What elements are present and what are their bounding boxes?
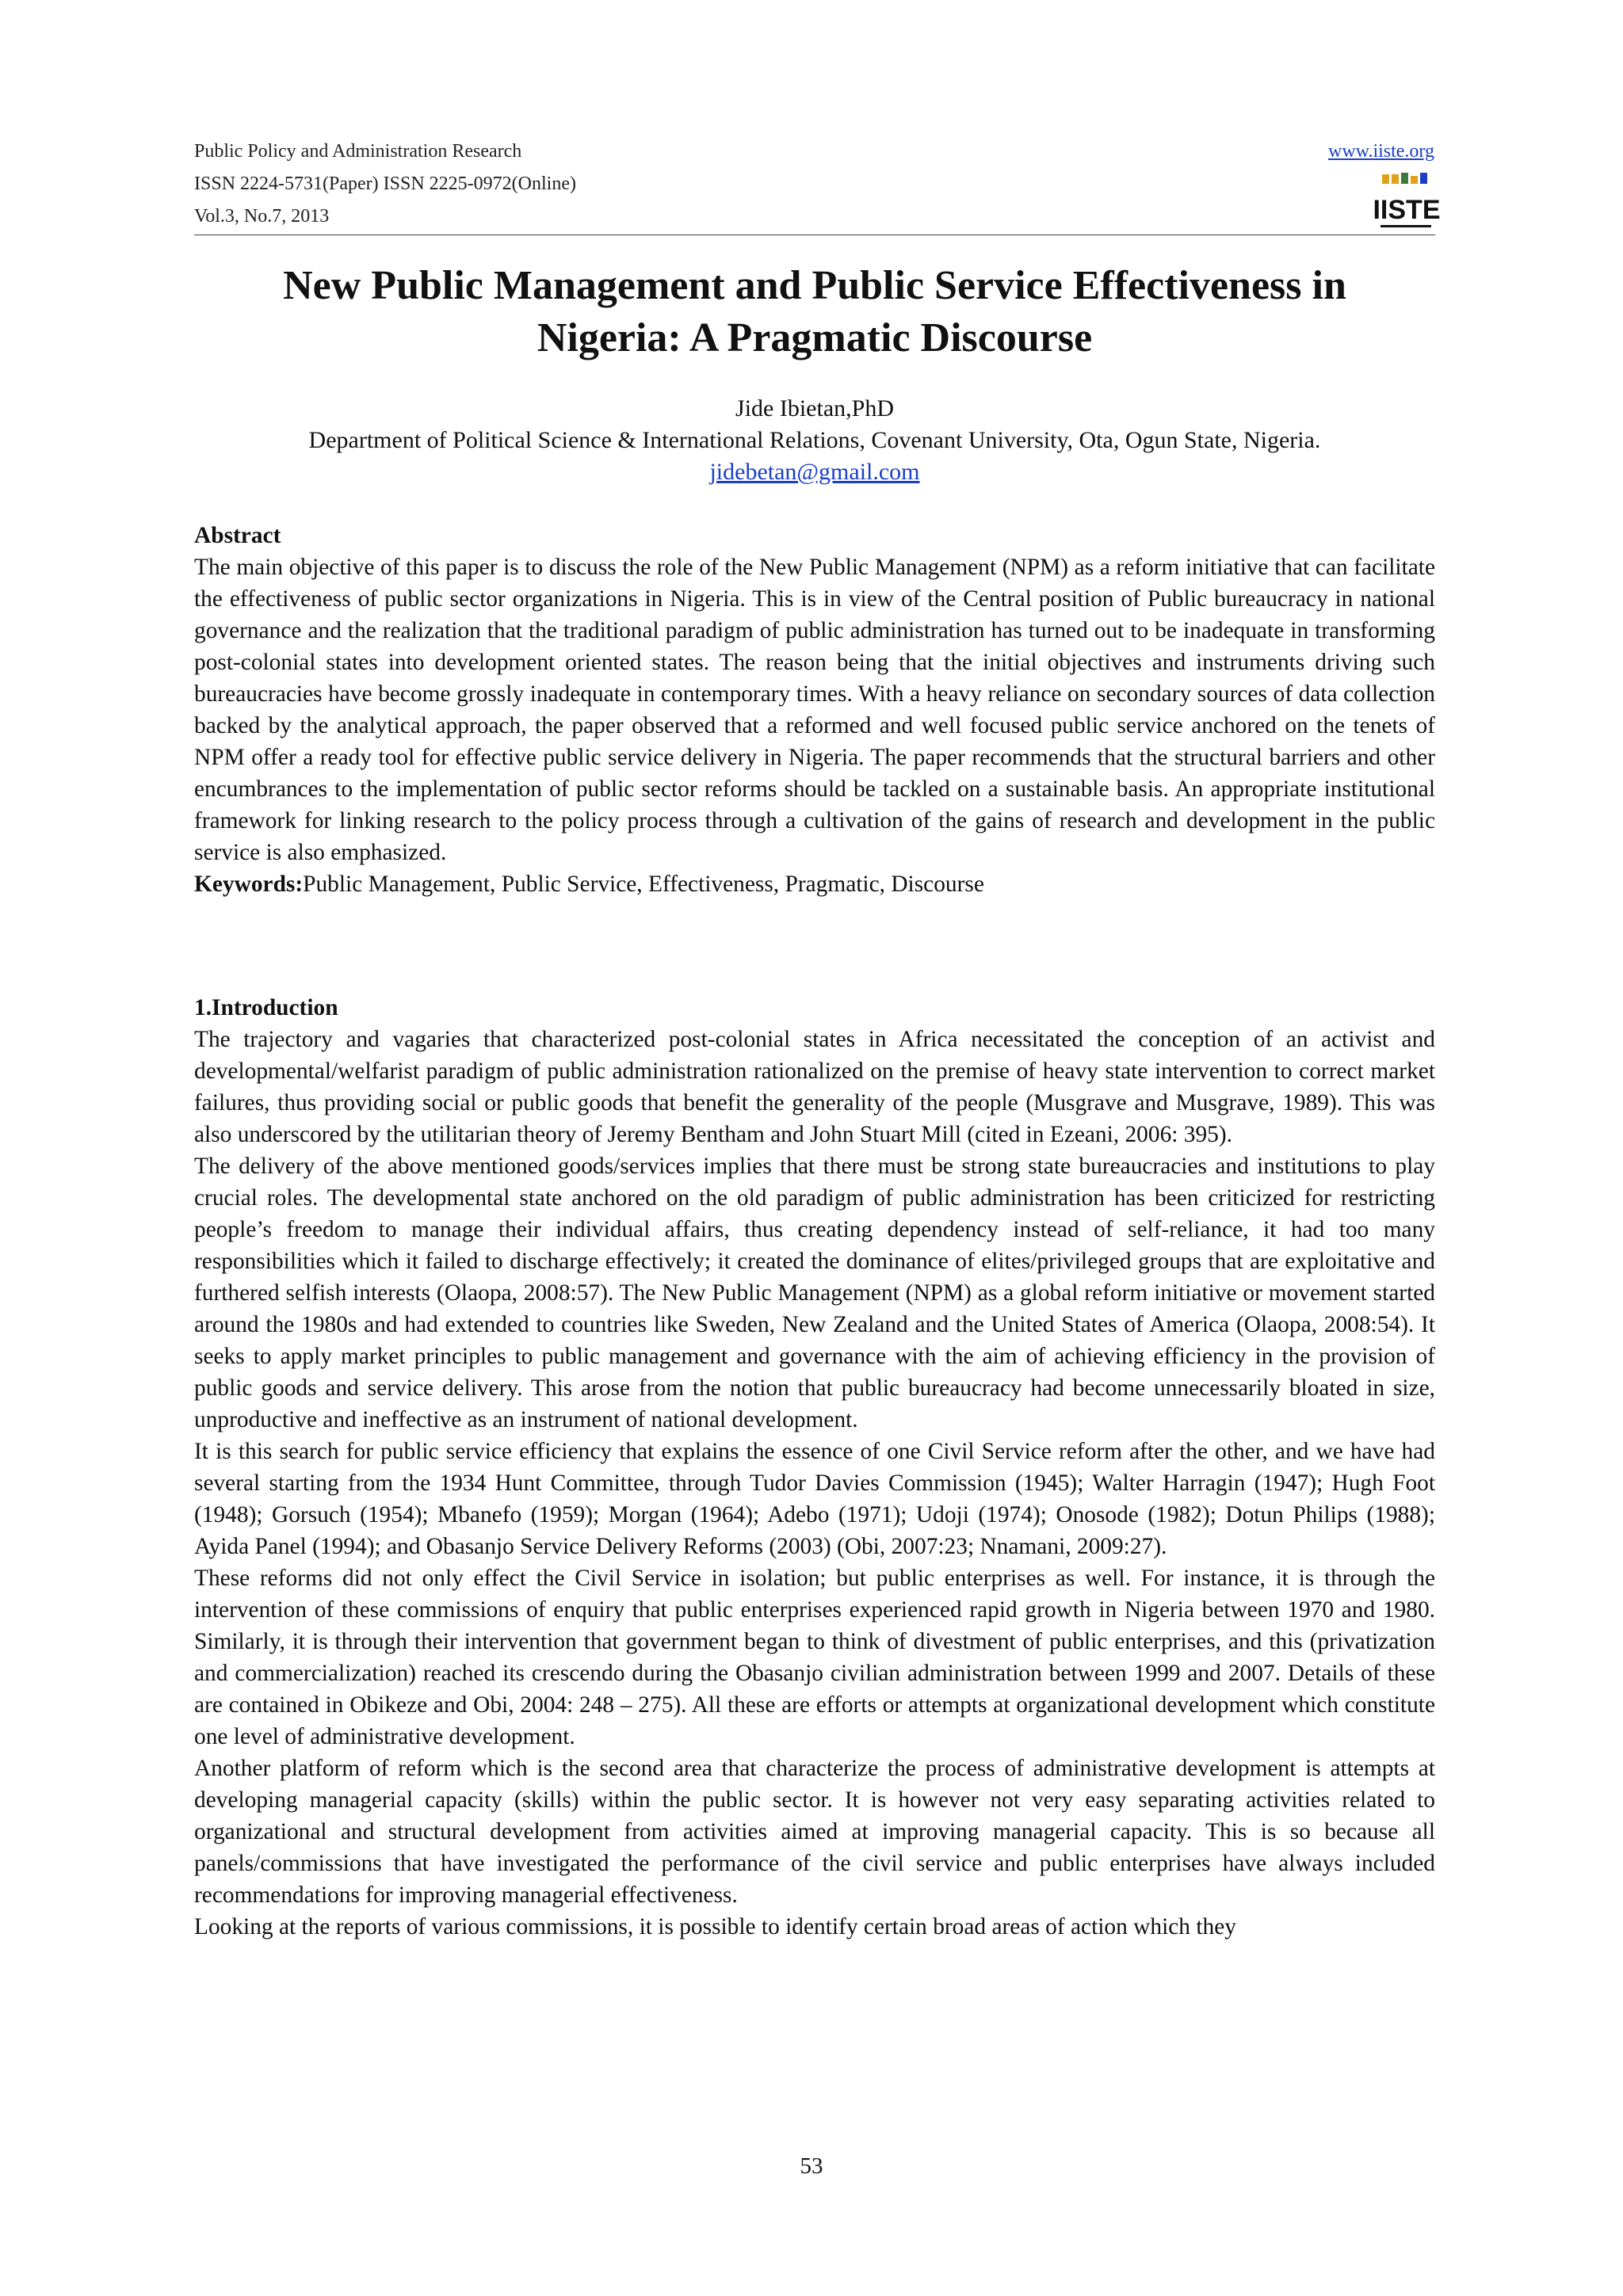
intro-paragraph-5: Another platform of reform which is the second area that characterize the process of administrative development is attempts at developing managerial capacity (skills) within the public sector. It is however not very easy separating activities related to organizational and structural development from activities aimed at improving managerial capacity. This is so because all panels/commissions that have investigated the performance of the civil service and public enterprises have always included recommendations for improving managerial effectiveness.	[194, 1756, 1435, 1908]
author-name: Jide Ibietan,PhD	[735, 395, 894, 421]
title-line-2: Nigeria: A Pragmatic Discourse	[537, 315, 1093, 360]
journal-name: Public Policy and Administration Research	[194, 141, 522, 162]
abstract-section	[194, 520, 1435, 900]
intro-paragraph-6: Looking at the reports of various commissions, it is possible to identify certain broad areas of action which they	[194, 1914, 1236, 1939]
keywords-text: Public Management, Public Service, Effectiveness, Pragmatic, Discourse	[303, 871, 984, 897]
author-block	[194, 393, 1435, 488]
keywords-line	[194, 868, 1435, 900]
introduction-section	[194, 992, 1435, 1943]
intro-paragraph-2: The delivery of the above mentioned goods/services implies that there must be strong state bureaucracies and institutions to play crucial roles. The developmental state anchored on the old paradigm of public administration has been criticized for restricting people’s freedom to manage their individual affairs, thus creating dependency instead of self-reliance, it had too many responsibilities which it failed to discharge effectively; it created the dominance of elites/privileged groups that are exploitative and furthered selfish interests (Olaopa, 2008:57). The New Public Management (NPM) as a global reform initiative or movement started around the 1980s and had extended to countries like Sweden, New Zealand and the United States of America (Olaopa, 2008:54). It seeks to apply market principles to public management and governance with the aim of achieving efficiency in the provision of public goods and service delivery. This arose from the notion that public bureaucracy had become unnecessarily bloated in size, unproductive and ineffective as an instrument of national development.	[194, 1154, 1435, 1432]
author-affiliation: Department of Political Science & International Relations, Covenant University, Ota, Ogun State, Nigeria.	[308, 427, 1321, 453]
journal-website-link[interactable]: www.iiste.org	[1328, 141, 1434, 162]
intro-paragraph-1: The trajectory and vagaries that characterized post-colonial states in Africa necessitated the conception of an activist and developmental/welfarist paradigm of public administration rationalized on the premise of heavy state intervention to correct market failures, thus providing social or public goods that benefit the generality of the people (Musgrave and Musgrave, 1989). This was also underscored by the utilitarian theory of Jeremy Bentham and John Stuart Mill (cited in Ezeani, 2006: 395).	[194, 1027, 1435, 1147]
intro-paragraph-4: These reforms did not only effect the Civil Service in isolation; but public enterprises as well. For instance, it is through the intervention of these commissions of enquiry that public enterprises experienced rapid growth in Nigeria between 1970 and 1980. Similarly, it is through their intervention that government began to think of divestment of public enterprises, and this (privatization and commercialization) reached its crescendo during the Obasanjo civilian administration between 1999 and 2007. Details of these are contained in Obikeze and Obi, 2004: 248 – 275). All these are efforts or attempts at organizational development which constitute one level of administrative development.	[194, 1566, 1435, 1749]
introduction-heading: 1.Introduction	[194, 995, 338, 1020]
abstract-text: The main objective of this paper is to discuss the role of the New Public Management (NPM) as a reform initiative that can facilitate the effectiveness of public sector organizations in Nigeria. This is in view of the Central position of Public bureaucracy in national governance and the realization that the traditional paradigm of public administration has turned out to be inadequate in transforming post-colonial states into development oriented states. The reason being that the initial objectives and instruments driving such bureaucracies have become grossly inadequate in contemporary times. With a heavy reliance on secondary sources of data collection backed by the analytical approach, the paper observed that a reformed and well focused public service anchored on the tenets of NPM offer a ready tool for effective public service delivery in Nigeria. The paper recommends that the structural barriers and other encumbrances to the implementation of public sector reforms should be tackled on a sustainable basis. An appropriate institutional framework for linking research to the policy process through a cultivation of the gains of research and development in the public service is also emphasized.	[194, 555, 1435, 865]
paper-title	[194, 260, 1435, 364]
intro-paragraph-3: It is this search for public service efficiency that explains the essence of one Civil Service reform after the other, and we have had several starting from the 1934 Hunt Committee, through Tudor Davies Commission (1945); Walter Harragin (1947); Hugh Foot (1948); Gorsuch (1954); Mbanefo (1959); Morgan (1964); Adebo (1971); Udoji (1974); Onosode (1982); Dotun Philips (1988); Ayida Panel (1994); and Obasanjo Service Delivery Reforms (2003) (Obi, 2007:23; Nnamani, 2009:27).	[194, 1439, 1435, 1559]
logo-wordmark: IISTE	[1373, 195, 1441, 225]
keywords-label: Keywords:	[194, 871, 304, 897]
issn-line: ISSN 2224-5731(Paper) ISSN 2225-0972(Online)	[194, 174, 576, 194]
page-number: 53	[800, 2153, 823, 2179]
iiste-logo-icon	[1373, 173, 1441, 228]
author-email-link[interactable]: jidebetan@gmail.com	[709, 459, 920, 485]
volume-line: Vol.3, No.7, 2013	[194, 206, 330, 227]
abstract-heading: Abstract	[194, 523, 281, 548]
title-line-1: New Public Management and Public Service Effectiveness in	[283, 263, 1346, 308]
